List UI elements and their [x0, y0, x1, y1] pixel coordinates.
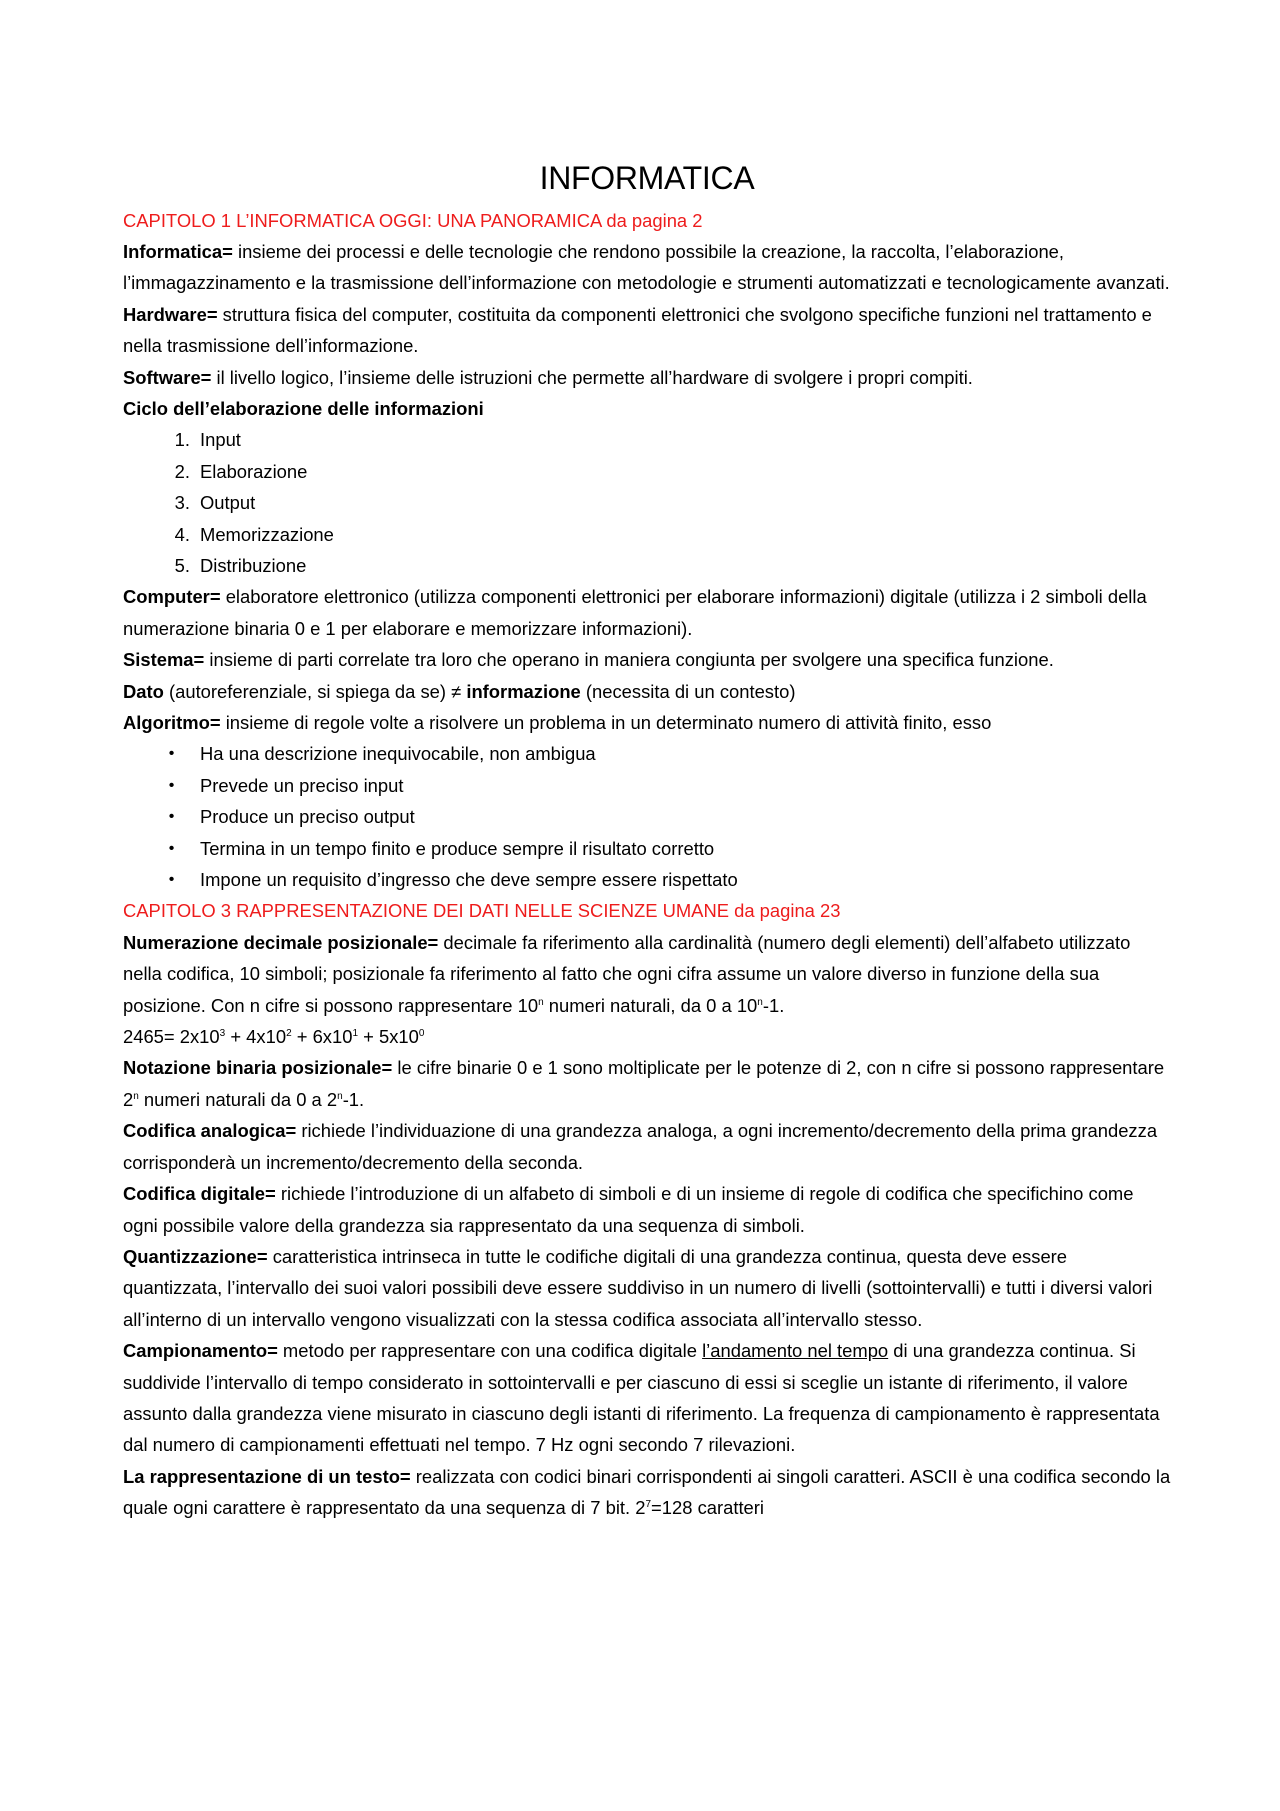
paragraph: [123, 1115, 1171, 1178]
list-number: 2.: [174, 460, 190, 482]
text-run: il livello logico, l’insieme delle istruzioni che permette all’hardware di svolgere i propri compiti.: [211, 366, 973, 388]
bullet-list-item: [123, 738, 1171, 769]
term-label: Ciclo dell’elaborazione delle informazioni: [123, 397, 484, 419]
bullet-icon: •: [168, 808, 175, 826]
text-run: (autoreferenziale, si spiega da se) ≠: [163, 680, 467, 702]
text-run: metodo per rappresentare con una codifica digitale: [277, 1340, 703, 1362]
term-label: Dato: [123, 680, 164, 702]
term-label: La rappresentazione di un testo=: [123, 1465, 411, 1487]
paragraph: [123, 1021, 1171, 1052]
paragraph: [123, 236, 1171, 299]
numbered-list-item: [123, 487, 1171, 518]
bullet-list-item: [123, 801, 1171, 832]
term-label: Codifica analogica=: [123, 1120, 297, 1142]
text-run: + 6x10: [291, 1026, 353, 1048]
text-run: le cifre binarie 0 e 1 sono moltiplicate per le potenze di 2, con n cifre si possono rappresentare 2: [123, 1057, 1165, 1110]
bullet-list-item: [123, 833, 1171, 864]
term-label: Codifica digitale=: [123, 1183, 276, 1205]
paragraph: [123, 927, 1171, 1021]
text-run: CAPITOLO 3 RAPPRESENTAZIONE DEI DATI NELLE SCIENZE UMANE da pagina 23: [123, 900, 841, 922]
text-run: 2465= 2x10: [123, 1026, 220, 1048]
superscript: 7: [645, 1499, 652, 1511]
text-run: caratteristica intrinseca in tutte le codifiche digitali di una grandezza continua, questa deve essere quantizzata, l’intervallo dei suoi valori possibili deve essere suddiviso in un numero di livelli (sottointervalli) e tutti i diversi valori all’interno di un intervallo vengono visualizzati con la stessa codifica associata all’intervallo stesso.: [123, 1245, 1153, 1330]
document-page: [123, 157, 1171, 1524]
list-number: 1.: [174, 429, 190, 451]
term-label: Algoritmo=: [123, 712, 221, 733]
list-item-text: Produce un preciso output: [200, 806, 415, 828]
list-number: 4.: [174, 523, 190, 545]
list-item-text: Output: [200, 492, 256, 514]
text-run: -1.: [762, 994, 785, 1016]
bullet-list-item: [123, 864, 1171, 895]
term-label: Hardware=: [123, 303, 218, 325]
text-run: struttura fisica del computer, costituita da componenti elettronici che svolgono specifiche funzioni nel trattamento e nella trasmissione dell’informazione.: [123, 303, 1152, 357]
superscript: 2: [286, 1028, 292, 1040]
bullet-list-item: [123, 770, 1171, 801]
term-label: Sistema=: [123, 649, 205, 671]
document-title: INFORMATICA: [539, 160, 755, 196]
term-label: informazione: [466, 680, 581, 702]
term-label: Campionamento=: [123, 1340, 278, 1362]
term-label: Notazione binaria posizionale=: [123, 1057, 393, 1079]
underlined-text: l’andamento nel tempo: [702, 1340, 889, 1362]
text-run: -1.: [342, 1088, 365, 1110]
text-run: decimale fa riferimento alla cardinalità (numero degli elementi) dell’alfabeto utilizzato nella codifica, 10 simboli; posizionale fa riferimento al fatto che ogni cifra assume un valore diverso in funzione della sua posizione. Con n cifre si possono rappresentare 10: [123, 931, 1131, 1016]
bullet-icon: •: [168, 776, 175, 794]
text-run: + 5x10: [358, 1026, 419, 1048]
text-run: insieme dei processi e delle tecnologie che rendono possibile la creazione, la raccolta, l’elaborazione, l’immagazzinamento e la trasmissione dell’informazione con metodologie e strumenti automatizzati e tecnologicamente avanzati.: [123, 240, 1170, 294]
list-item-text: Distribuzione: [200, 554, 307, 576]
list-item-text: Input: [200, 429, 241, 451]
term-label: Numerazione decimale posizionale=: [123, 931, 439, 953]
list-item-text: Prevede un preciso input: [200, 774, 404, 796]
term-label: Software=: [123, 366, 212, 388]
document-body: [123, 205, 1171, 1524]
superscript: n: [757, 996, 763, 1008]
paragraph: [123, 1461, 1171, 1524]
text-run: numeri naturali, da 0 a 10: [543, 994, 758, 1016]
list-item-text: Memorizzazione: [200, 523, 334, 545]
text-run: numeri naturali da 0 a 2: [138, 1088, 338, 1110]
bullet-icon: •: [168, 745, 175, 763]
list-item-text: Impone un requisito d’ingresso che deve sempre essere rispettato: [200, 869, 738, 891]
text-run: CAPITOLO 1 L’INFORMATICA OGGI: UNA PANORAMICA da pagina 2: [123, 209, 703, 231]
numbered-list-item: [123, 519, 1171, 550]
bullet-icon: •: [168, 839, 175, 857]
list-number: 5.: [174, 554, 190, 576]
text-run: =128 caratteri: [651, 1497, 764, 1519]
text-run: di una grandezza continua. Si suddivide l’intervallo di tempo considerato in sottointervalli e per ciascuno di essi si sceglie un istante di riferimento, il valore assunto dalla grandezza viene misurato in ciascuno degli istanti di riferimento. La frequenza di campionamento è rappresentata dal numero di campionamenti effettuati nel tempo. 7 Hz ogni secondo 7 rilevazioni.: [123, 1340, 1160, 1456]
numbered-list-item: [123, 550, 1171, 581]
text-run: + 4x10: [225, 1026, 287, 1048]
superscript: 3: [219, 1028, 226, 1040]
superscript: 1: [352, 1028, 359, 1040]
paragraph: [123, 1052, 1171, 1115]
list-number: 3.: [174, 492, 190, 514]
list-item-text: Termina in un tempo finito e produce sempre il risultato corretto: [200, 837, 715, 859]
term-label: Computer=: [123, 586, 221, 608]
chapter-heading: [123, 205, 1171, 236]
list-item-text: Elaborazione: [200, 460, 308, 482]
numbered-list-item: [123, 424, 1171, 455]
paragraph: [123, 676, 1171, 707]
term-label: Informatica=: [123, 240, 233, 262]
superscript: n: [538, 996, 544, 1008]
paragraph: [123, 581, 1171, 644]
paragraph: [123, 1178, 1171, 1241]
numbered-list-item: [123, 456, 1171, 487]
paragraph: [123, 644, 1171, 675]
text-run: insieme di regole volte a risolvere un problema in un determinato numero di attività finito, esso: [220, 712, 992, 733]
text-run: richiede l’individuazione di una grandezza analoga, a ogni incremento/decremento della prima grandezza corrisponderà un incremento/decremento della seconda.: [123, 1120, 1158, 1173]
chapter-heading: [123, 895, 1171, 926]
superscript: 0: [418, 1028, 425, 1040]
paragraph: [123, 299, 1171, 362]
superscript: n: [337, 1090, 343, 1102]
paragraph: [123, 362, 1171, 393]
paragraph: [123, 1335, 1171, 1461]
text-run: insieme di parti correlate tra loro che operano in maniera congiunta per svolgere una specifica funzione.: [204, 649, 1054, 671]
bullet-icon: •: [168, 871, 175, 889]
superscript: n: [133, 1090, 139, 1102]
paragraph: [123, 707, 1171, 738]
paragraph: [123, 393, 1171, 424]
paragraph: [123, 1241, 1171, 1335]
text-run: (necessita di un contesto): [580, 680, 796, 702]
text-run: elaboratore elettronico (utilizza componenti elettronici per elaborare informazioni) digitale (utilizza i 2 simboli della numerazione binaria 0 e 1 per elaborare e memorizzare informazioni).: [123, 586, 1147, 639]
term-label: Quantizzazione=: [123, 1245, 268, 1267]
text-run: realizzata con codici binari corrispondenti ai singoli caratteri. ASCII è una codifica secondo la quale ogni carattere è rappresentato da una sequenza di 7 bit. 2: [123, 1465, 1171, 1519]
list-item-text: Ha una descrizione inequivocabile, non ambigua: [200, 743, 596, 765]
text-run: richiede l’introduzione di un alfabeto di simboli e di un insieme di regole di codifica che specifichino come ogni possibile valore della grandezza sia rappresentato da una sequenza di simboli.: [123, 1183, 1134, 1236]
